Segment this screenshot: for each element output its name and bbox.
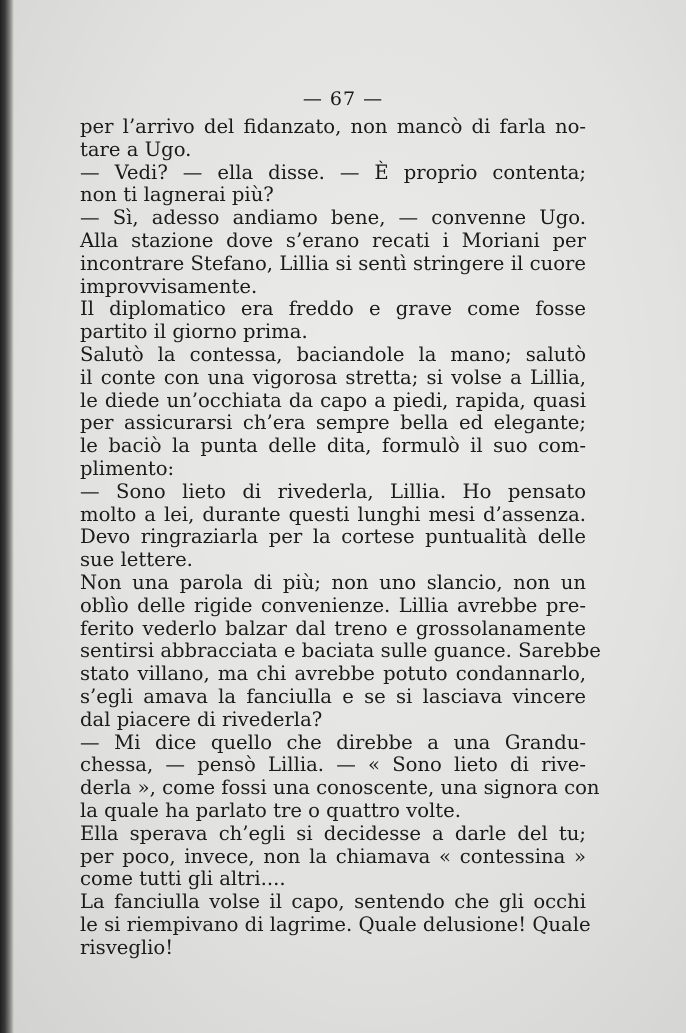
- text-line: molto a lei, durante questi lunghi mesi d’assenza.: [80, 502, 586, 526]
- text-line: — Vedi? — ella disse. — È proprio contenta;: [80, 160, 586, 184]
- text-line: Salutò la contessa, baciandole la mano; salutò: [80, 342, 586, 366]
- text-line: Non una parola di più; non uno slancio, non un: [80, 570, 586, 594]
- text-line: — Sì, adesso andiamo bene, — convenne Ugo.: [80, 206, 586, 230]
- body-text: [80, 115, 601, 959]
- text-line: sentirsi abbracciata e baciata sulle guance. Sarebbe: [80, 639, 601, 663]
- text-line: per l’arrivo del fidanzato, non mancò di farla no-: [80, 115, 586, 138]
- text-line: ferito vederlo balzar dal treno e grossolanamente: [80, 616, 586, 640]
- text-line: risveglio!: [80, 935, 174, 959]
- text-line: per assicurarsi ch’era sempre bella ed elegante;: [80, 411, 586, 435]
- text-line: la quale ha parlato tre o quattro volte.: [80, 798, 461, 822]
- text-line: Ella sperava ch’egli si decidesse a darle del tu;: [80, 821, 586, 845]
- text-line: le baciò la punta delle dita, formulò il suo com-: [80, 434, 586, 458]
- text-line: derla », come fossi una conoscente, una signora con: [80, 776, 600, 800]
- text-line: partito il giorno prima.: [80, 320, 308, 344]
- text-line: — Sono lieto di rivederla, Lillia. Ho pensato: [80, 479, 586, 503]
- text-line: il conte con una vigorosa stretta; si volse a Lillia,: [80, 365, 586, 389]
- text-line: dal piacere di rivederla?: [80, 707, 323, 731]
- text-line: stato villano, ma chi avrebbe potuto condannarlo,: [80, 662, 586, 686]
- text-line: tare a Ugo.: [80, 137, 192, 161]
- text-line: oblìo delle rigide convenienze. Lillia avrebbe pre-: [80, 593, 586, 617]
- text-line: Alla stazione dove s’erano recati i Moriani per: [80, 228, 586, 252]
- text-line: come tutti gli altri....: [80, 867, 286, 891]
- text-line: Il diplomatico era freddo e grave come fosse: [80, 297, 586, 321]
- text-line: sue lettere.: [80, 548, 193, 572]
- text-line: Devo ringraziarla per la cortese puntualità delle: [80, 525, 586, 549]
- text-line: non ti lagnerai più?: [80, 183, 274, 207]
- binding-shadow: [0, 0, 14, 1033]
- page-number: — 67 —: [302, 88, 384, 110]
- text-line: incontrare Stefano, Lillia si sentì stringere il cuore: [80, 251, 586, 275]
- text-line: le diede un’occhiata da capo a piedi, rapida, quasi: [80, 388, 586, 412]
- text-line: plimento:: [80, 456, 175, 480]
- text-line: per poco, invece, non la chiamava « contessina »: [80, 844, 586, 868]
- text-line: La fanciulla volse il capo, sentendo che gli occhi: [80, 890, 586, 914]
- text-line: improvvisamente.: [80, 274, 258, 298]
- text-line: s’egli amava la fanciulla e se si lasciava vincere: [80, 684, 586, 708]
- text-line: — Mi dice quello che direbbe a una Grandu-: [80, 730, 586, 754]
- text-line: chessa, — pensò Lillia. — « Sono lieto di rive-: [80, 753, 586, 777]
- text-line: le si riempivano di lagrime. Quale delusione! Quale: [80, 912, 591, 936]
